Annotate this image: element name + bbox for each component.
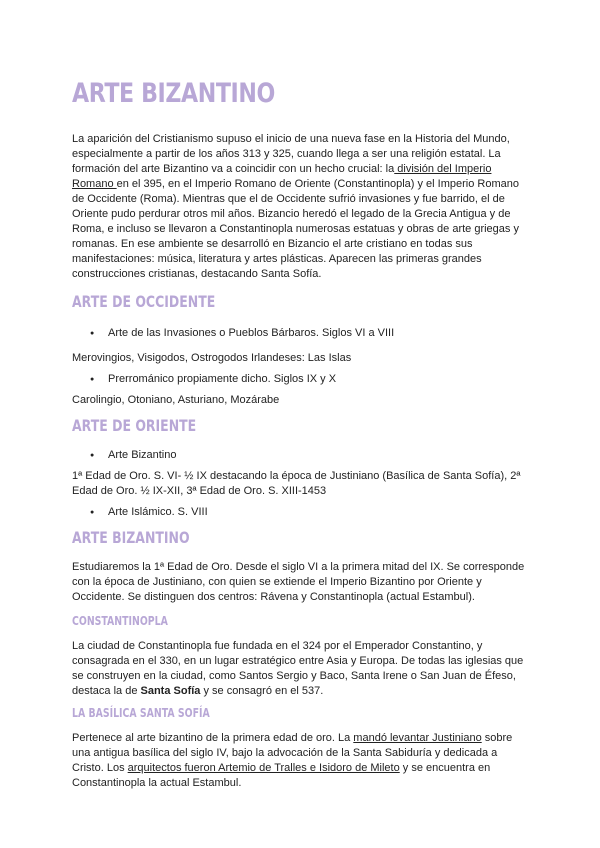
heading-basilica: LA BASÍLICA SANTA SOFÍA: [72, 706, 210, 720]
basilica-link-arquitectos[interactable]: arquitectos fueron Artemio de Tralles e Isidoro de Mileto: [127, 762, 400, 774]
basilica-text-2: sobre una antigua basílica del siglo IV, bajo la advocación de la Santa Sabiduría y dedicada a Cristo. Los: [72, 732, 513, 774]
heading-constantinopla: CONSTANTINOPLA: [72, 614, 168, 628]
occidente-list-1: [72, 326, 528, 341]
constantinopla-text-2: y se consagró en el 537.: [200, 685, 324, 697]
occidente-list-2: [72, 372, 528, 387]
intro-link-division[interactable]: división del Imperio Romano: [72, 163, 492, 190]
heading-oriente: ARTE DE ORIENTE: [72, 416, 197, 435]
list-item: ● Arte Bizantino: [72, 448, 528, 463]
basilica-link-justiniano[interactable]: mandó levantar Justiniano: [353, 732, 482, 744]
constantinopla-text-1: La ciudad de Constantinopla fue fundada en el 324 por el Emperador Constantino, y consagrada en el 330, en un lugar estratégico entre Asia y Europa. De todas las iglesias que se construyen en la ciudad, como Santos Sergio y Baco, Santa Irene o San Juan de Éfeso, destaca la de: [72, 640, 524, 697]
intro-text-2: en el 395, en el Imperio Romano de Oriente (Constantinopla) y el Imperio Romano de Occidente (Roma). Mientras que el de Occidente sufrió invasiones y fue barrido, el de Oriente pudo perdurar otros mil años. Bizancio heredó el legado de la Grecia Antigua y de Roma, e incluso se llevaron a Constantinopla numerosas estatuas y obras de arte griegas y romanas. En ese ambiente se desarrolló en Bizancio el arte cristiano en todas sus manifestaciones: música, literatura y artes plásticas. Aparecen las primeras grandes construcciones cristianas, destacando Santa Sofía.: [72, 178, 519, 280]
list-item: ● Arte Islámico. S. VIII: [72, 505, 528, 520]
page-title: ARTE BIZANTINO: [72, 78, 275, 109]
bizantino-paragraph: Estudiaremos la 1ª Edad de Oro. Desde el siglo VI a la primera mitad del IX. Se corresponde con la época de Justiniano, con quien se extiende el Imperio Bizantino por Oriente y Occidente. Se distinguen dos centros: Rávena y Constantinopla (actual Estambul).: [72, 561, 525, 603]
basilica-text-1: Pertenece al arte bizantino de la primera edad de oro. La: [72, 732, 354, 744]
oriente-list-2: [72, 505, 528, 520]
occidente-line-1: Merovingios, Visigodos, Ostrogodos Irlandeses: Las Islas: [72, 352, 352, 364]
list-item: ● Arte de las Invasiones o Pueblos Bárbaros. Siglos VI a VIII: [72, 326, 528, 341]
oriente-list-1: [72, 448, 528, 463]
constantinopla-bold: Santa Sofía: [140, 685, 201, 697]
list-item: ● Prerrománico propiamente dicho. Siglos IX y X: [72, 372, 528, 387]
intro-text-1: La aparición del Cristianismo supuso el inicio de una nueva fase en la Historia del Mundo, especialmente a partir de los años 313 y 325, cuando llega a ser una religión estatal. La formación del arte Bizantino va a coincidir con un hecho crucial: la: [72, 133, 510, 175]
occidente-line-2: Carolingio, Otoniano, Asturiano, Mozárabe: [72, 394, 280, 406]
basilica-text-3: y se encuentra en Constantinopla la actual Estambul.: [72, 762, 491, 789]
intro-paragraph: [72, 132, 528, 282]
oriente-line-1: 1ª Edad de Oro. S. VI- ½ IX destacando la época de Justiniano (Basílica de Santa Sofía), 2ª Edad de Oro. ½ IX-XII, 3ª Edad de Oro. S. XIII-1453: [72, 470, 521, 497]
basilica-paragraph: [72, 731, 528, 791]
heading-bizantino: ARTE BIZANTINO: [72, 528, 190, 547]
constantinopla-paragraph: [72, 639, 528, 699]
heading-occidente: ARTE DE OCCIDENTE: [72, 292, 216, 311]
